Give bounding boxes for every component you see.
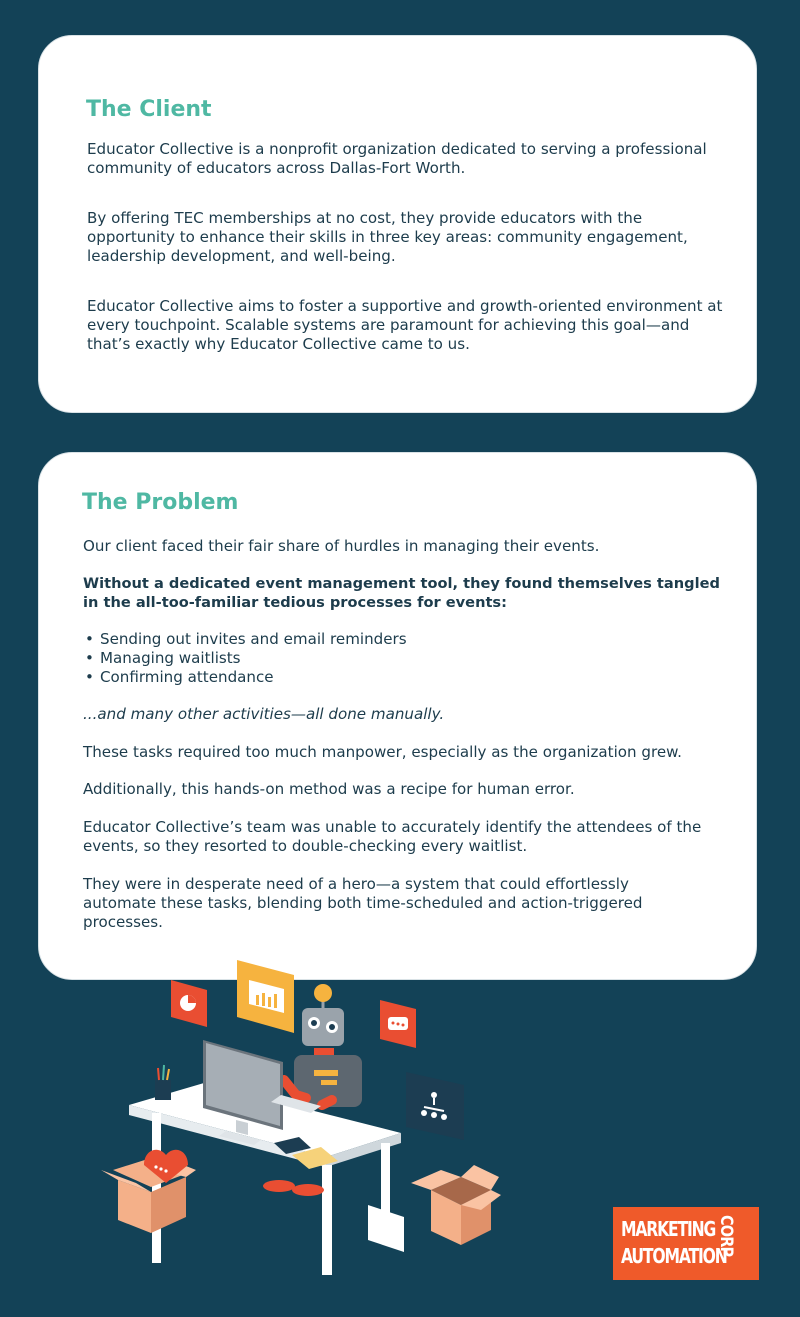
pie-chart-card-icon — [171, 980, 207, 1027]
robot-desk-illustration — [96, 955, 516, 1285]
problem-manpower-text: These tasks required too much manpower, especially as the organization grew. — [83, 743, 682, 761]
problem-heading: The Problem — [82, 490, 239, 515]
problem-error-text: Additionally, this hands-on method was a recipe for human error. — [83, 780, 575, 798]
client-paragraph-1: Educator Collective is a nonprofit organization dedicated to serving a professional community of educators across Dallas-Fort Worth. — [87, 140, 707, 177]
robot-foot — [263, 1180, 295, 1192]
chat-card-icon — [380, 1000, 416, 1048]
network-card-icon — [406, 1072, 464, 1140]
problem-card — [38, 452, 757, 980]
logo-text-automation: AUTOMATION — [621, 1244, 727, 1268]
bar-chart-card-icon — [237, 960, 294, 1033]
pencil-cup-icon — [155, 1065, 171, 1100]
problem-bullet-list — [83, 630, 683, 687]
marketing-automation-corp-logo — [613, 1207, 759, 1280]
robot-foot — [292, 1184, 324, 1196]
client-heading: The Client — [86, 97, 212, 122]
problem-hero-text: They were in desperate need of a hero—a system that could effortlessly automate these tasks, blending both time-scheduled and action-triggered processes. — [83, 875, 643, 931]
robot — [284, 984, 362, 1107]
list-item: • Sending out invites and email reminders — [83, 630, 683, 649]
open-box-icon — [411, 1165, 501, 1245]
logo-text-corp: CORP — [716, 1215, 736, 1257]
logo-text-marketing: MARKETING — [621, 1217, 716, 1241]
client-card — [38, 35, 757, 413]
envelope-icon — [368, 1205, 404, 1252]
problem-intro: Our client faced their fair share of hurdles in managing their events. — [83, 537, 600, 555]
problem-team-text: Educator Collective’s team was unable to accurately identify the attendees of the events, so they resorted to double-checking every waitlist. — [83, 818, 702, 855]
open-box-icon — [101, 1150, 196, 1233]
list-item: • Managing waitlists — [83, 649, 683, 668]
problem-italic-note: ...and many other activities—all done manually. — [83, 705, 445, 723]
problem-bold-statement: Without a dedicated event management tool, they found themselves tangled in the all-too-familiar tedious processes for events: — [83, 575, 720, 611]
client-paragraph-3: Educator Collective aims to foster a supportive and growth-oriented environment at every touchpoint. Scalable systems are paramount for achieving this goal—and that’s exactly why Educator Collective came to us. — [87, 297, 723, 353]
client-paragraph-2: By offering TEC memberships at no cost, they provide educators with the opportunity to enhance their skills in three key areas: community engagement, leadership development, and well-being. — [87, 209, 688, 265]
list-item: • Confirming attendance — [83, 668, 683, 687]
